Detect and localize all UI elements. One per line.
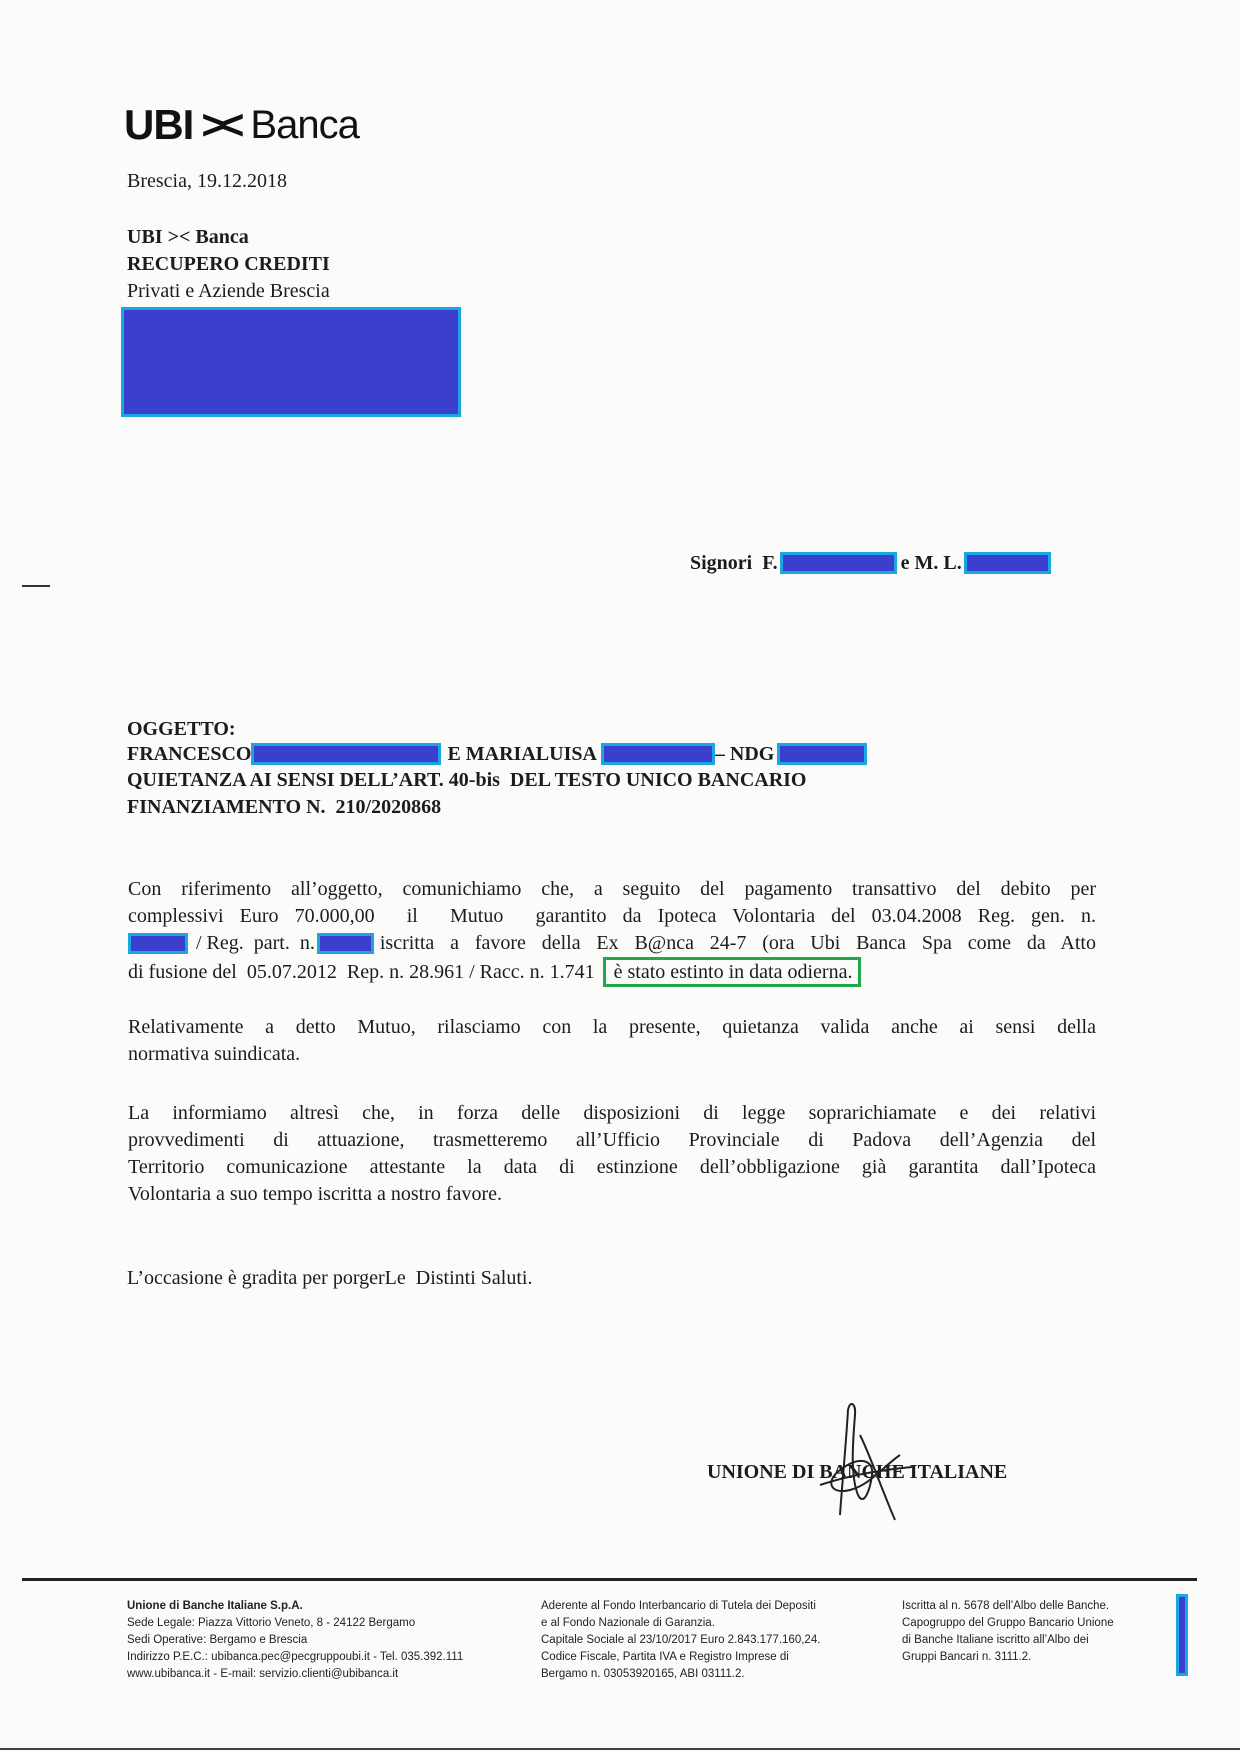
sender-line-2: RECUPERO CREDITI <box>127 253 330 275</box>
addressee-prefix: Signori F. <box>690 552 778 574</box>
redacted-footer-stripe <box>1176 1594 1188 1676</box>
p1-line-4a: di fusione del 05.07.2012 Rep. n. 28.961 / Racc. n. 1.741 <box>128 960 595 983</box>
footer-albo-2: Capogruppo del Gruppo Bancario Unione <box>902 1617 1114 1629</box>
footer-rule <box>22 1578 1197 1581</box>
p2-line-1: Relativamente a detto Mutuo, rilasciamo con la presente, quietanza valida anche ai sensi della <box>128 1016 1096 1038</box>
redacted-address-block <box>121 307 461 417</box>
footer-albo-3: di Banche Italiane iscritto all’Albo dei <box>902 1634 1089 1646</box>
p2-line-2: normativa suindicata. <box>128 1043 301 1065</box>
logo-banca: Banca <box>250 102 359 147</box>
p1-line-1: Con riferimento all’oggetto, comunichiamo che, a seguito del pagamento transattivo del debito per <box>128 878 1096 900</box>
logo-mark: >< <box>201 101 239 148</box>
addressee-middle: e M. L. <box>900 552 962 574</box>
subject-label: OGGETTO: <box>127 718 236 740</box>
subject-ndg: – NDG <box>714 743 775 765</box>
footer-company-name: Unione di Banche Italiane S.p.A. <box>127 1600 303 1612</box>
redacted-ndg <box>777 743 867 765</box>
footer-col-legal <box>127 1598 463 1683</box>
subject-name-2: E MARIALUISA <box>447 743 597 765</box>
redacted-surname-2 <box>601 743 715 765</box>
redacted-name-2 <box>964 552 1051 574</box>
redacted-name-1 <box>780 552 897 574</box>
subject-line-4: FINANZIAMENTO N. 210/2020868 <box>127 796 442 818</box>
footer-sede-legale: Sede Legale: Piazza Vittorio Veneto, 8 - 24122 Bergamo <box>127 1617 416 1629</box>
addressee-line <box>690 551 1051 575</box>
footer-pec: Indirizzo P.E.C.: ubibanca.pec@pecgruppoubi.it - Tel. 035.392.111 <box>127 1651 464 1663</box>
footer-albo-1: Iscritta al n. 5678 dell’Albo delle Banche. <box>902 1600 1110 1612</box>
p3-line-4: Volontaria a suo tempo iscritta a nostro favore. <box>128 1183 502 1205</box>
footer-col-fondo <box>541 1598 820 1683</box>
footer-albo-4: Gruppi Bancari n. 3111.2. <box>902 1651 1032 1663</box>
signature-org: UNIONE DI BANCHE ITALIANE <box>707 1461 1008 1483</box>
footer-bergamo: Bergamo n. 03053920165, ABI 03111.2. <box>541 1668 745 1680</box>
p1-line-2: complessivi Euro 70.000,00 il Mutuo garantito da Ipoteca Volontaria del 03.04.2008 Reg. gen. n. <box>128 905 1096 927</box>
footer-fondo-2: e al Fondo Nazionale di Garanzia. <box>541 1617 715 1629</box>
p1-line-4 <box>128 957 1096 987</box>
logo-ubi: UBI <box>124 101 194 148</box>
ubi-banca-logo <box>124 100 359 150</box>
closing-line: L’occasione è gradita per porgerLe Distinti Saluti. <box>127 1267 533 1289</box>
redacted-reg-gen <box>128 933 188 954</box>
p1-line-3a: / Reg. part. n. <box>196 932 315 954</box>
date-line: Brescia, 19.12.2018 <box>127 170 287 192</box>
sender-line-3: Privati e Aziende Brescia <box>127 280 330 302</box>
paragraph-2 <box>128 1014 1096 1068</box>
p3-line-2: provvedimenti di attuazione, trasmetteremo all’Ufficio Provinciale di Padova dell’Agenzia del <box>128 1129 1096 1151</box>
footer-col-albo <box>902 1598 1114 1666</box>
redacted-reg-part <box>317 933 374 954</box>
p1-highlight: è stato estinto in data odierna. <box>603 957 862 987</box>
subject-name-1: FRANCESCO <box>127 743 252 765</box>
subject-names-line <box>127 742 867 766</box>
paragraph-1 <box>128 876 1096 987</box>
footer-fondo-1: Aderente al Fondo Interbancario di Tutela dei Depositi <box>541 1600 816 1612</box>
margin-mark <box>22 585 50 587</box>
p3-line-1: La informiamo altresì che, in forza delle disposizioni di legge soprarichiamate e dei relativi <box>128 1102 1096 1124</box>
sender-line-1: UBI >< Banca <box>127 226 249 248</box>
footer-sedi-operative: Sedi Operative: Bergamo e Brescia <box>127 1634 308 1646</box>
footer-capitale: Capitale Sociale al 23/10/2017 Euro 2.843.177.160,24. <box>541 1634 821 1646</box>
p1-line-3b: iscritta a favore della Ex B@nca 24-7 (ora Ubi Banca Spa come da Atto <box>379 932 1096 954</box>
footer-codice-fiscale: Codice Fiscale, Partita IVA e Registro Imprese di <box>541 1651 789 1663</box>
redacted-surname-1 <box>251 743 441 765</box>
p1-line-3 <box>128 930 1096 957</box>
handwritten-signature <box>800 1395 920 1525</box>
subject-line-3: QUIETANZA AI SENSI DELL’ART. 40-bis DEL TESTO UNICO BANCARIO <box>127 769 807 791</box>
bottom-scan-edge <box>0 1748 1240 1750</box>
paragraph-3 <box>128 1100 1096 1208</box>
p3-line-3: Territorio comunicazione attestante la data di estinzione dell’obbligazione già garantita dall’Ipoteca <box>128 1156 1096 1178</box>
footer-web: www.ubibanca.it - E-mail: servizio.clienti@ubibanca.it <box>127 1668 399 1680</box>
